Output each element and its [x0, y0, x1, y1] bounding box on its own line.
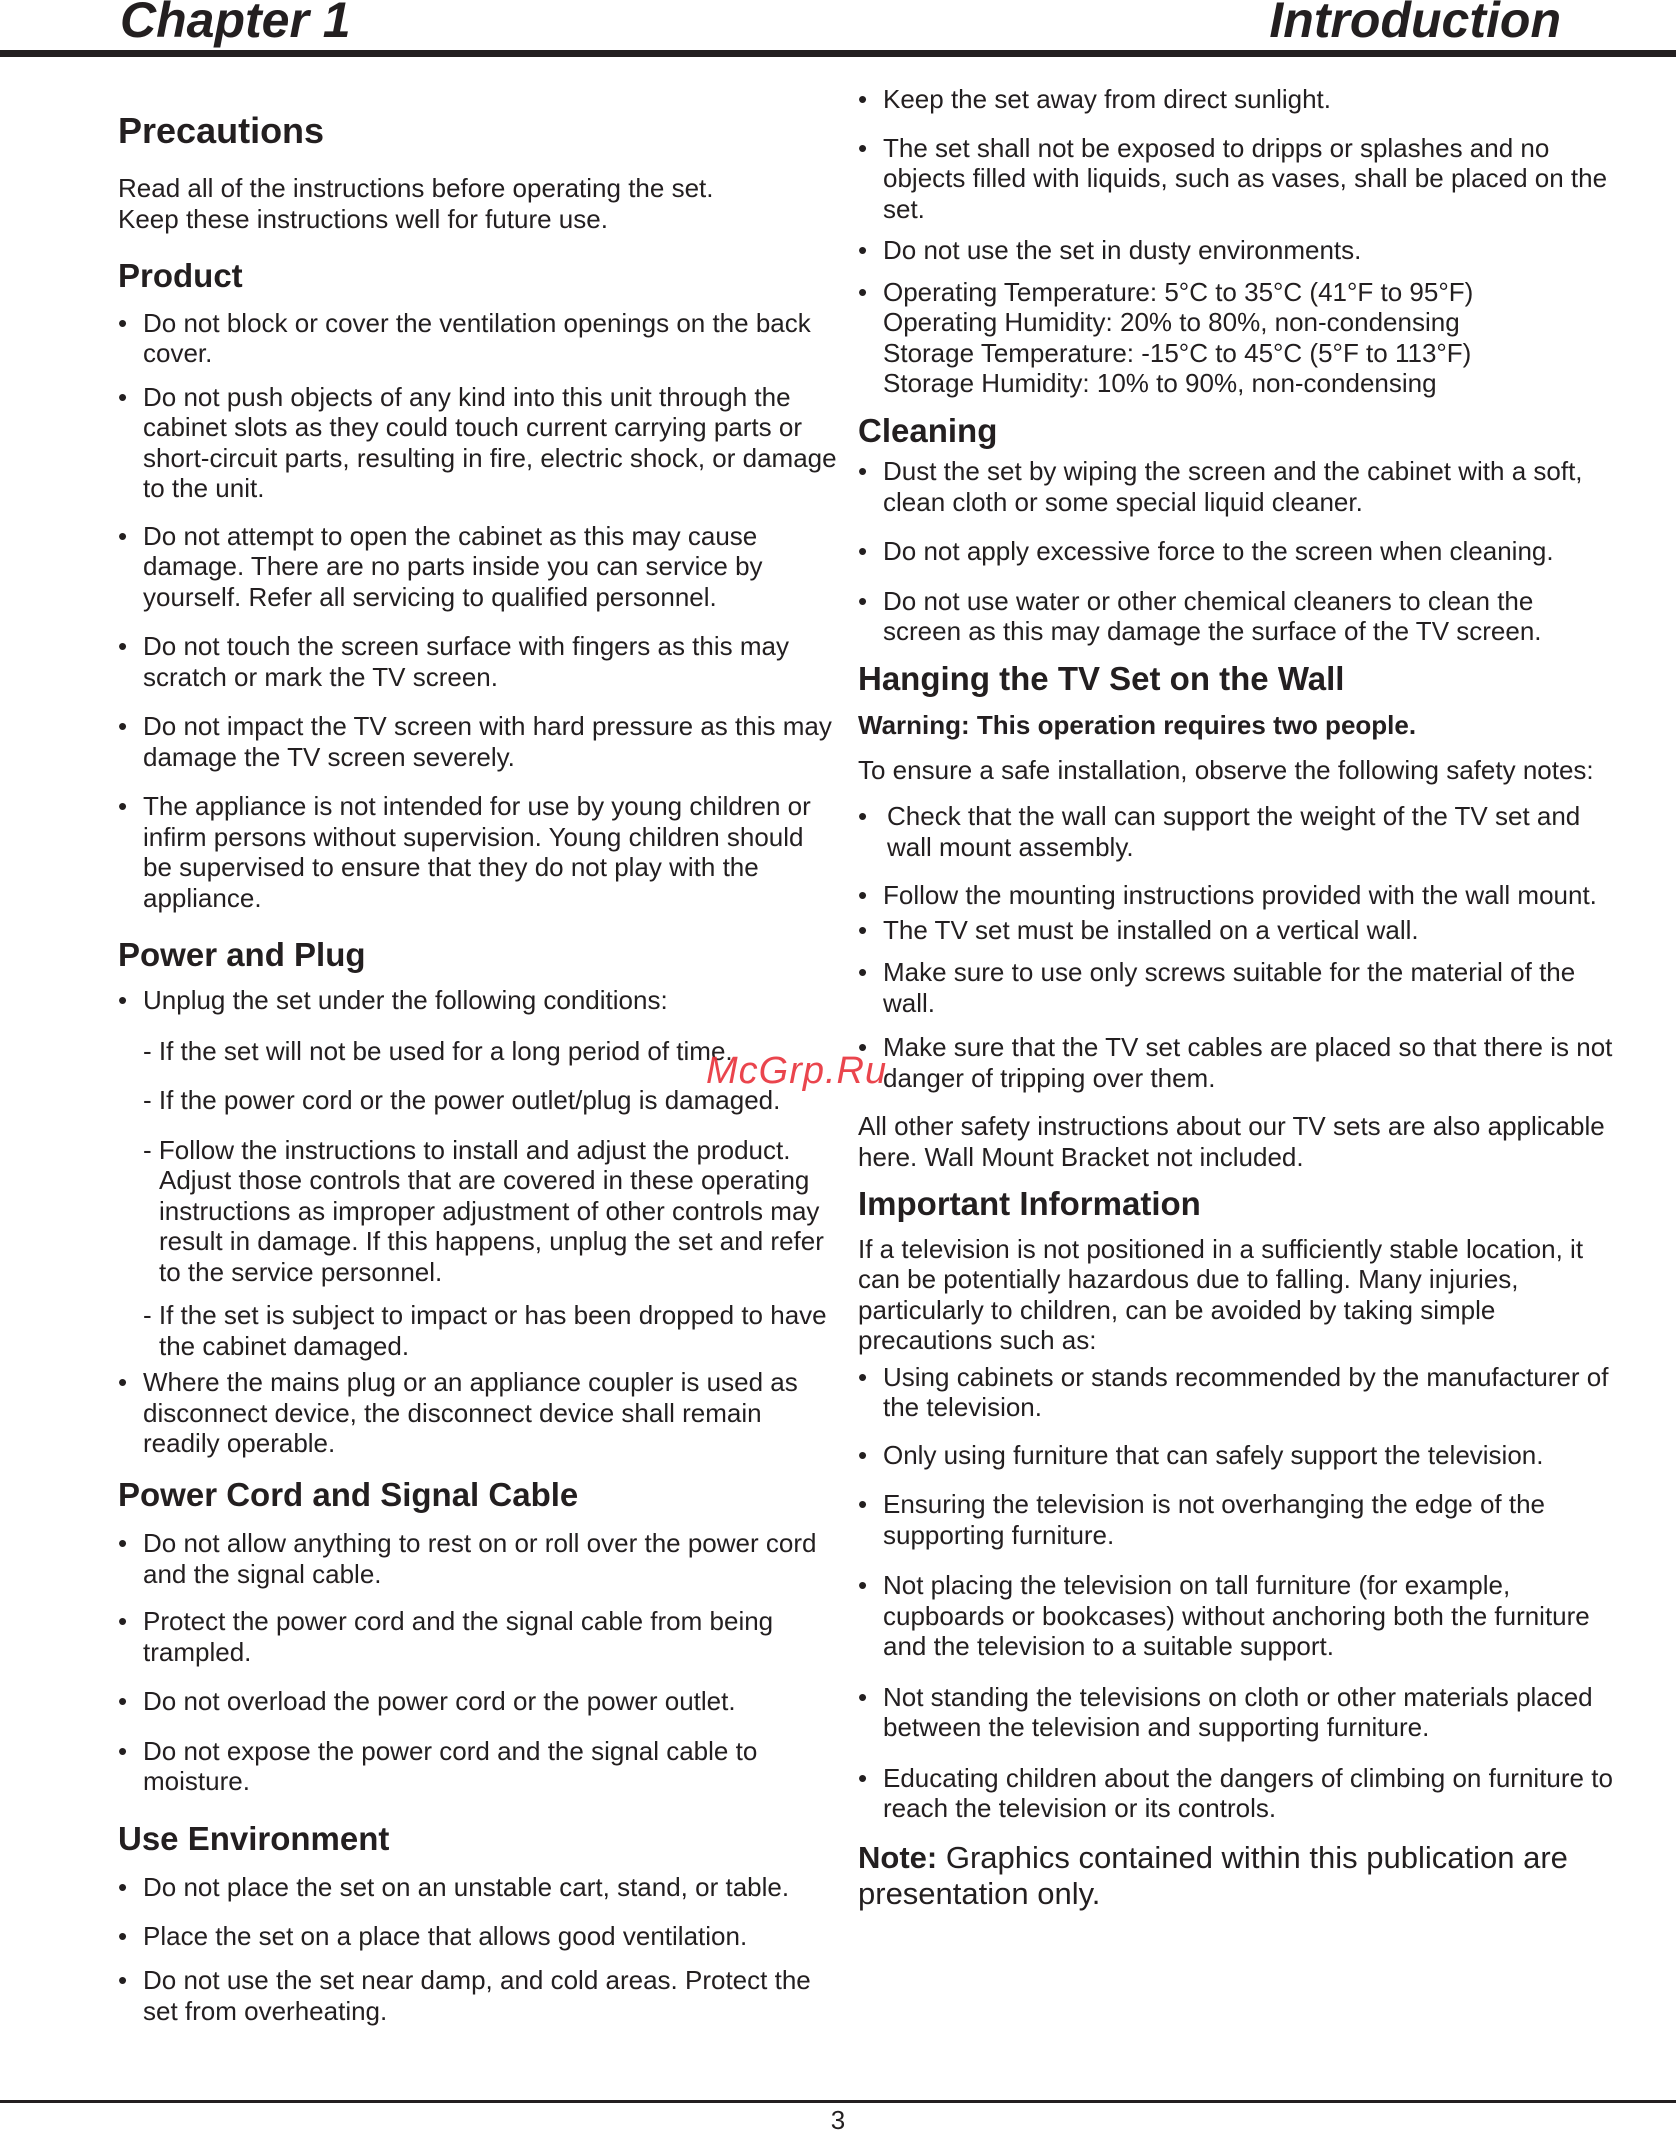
list-item: • Educating children about the dangers of climbing on furniture to reach the television or its controls.	[858, 1763, 1618, 1824]
product-heading: Product	[118, 257, 243, 295]
precautions-heading: Precautions	[118, 110, 325, 151]
header-rule	[0, 50, 1676, 57]
list-item: • Using cabinets or stands recommended by the manufacturer of the television.	[858, 1362, 1618, 1423]
list-item: • Keep the set away from direct sunlight.	[858, 84, 1618, 115]
list-item: • Do not overload the power cord or the power outlet.	[118, 1686, 838, 1717]
power-cord-heading: Power Cord and Signal Cable	[118, 1475, 579, 1513]
list-item: • Do not attempt to open the cabinet as this may cause damage. There are no parts inside you can service by yourself. Refer all servicing to qualified personnel.	[118, 521, 838, 613]
cleaning-list	[858, 456, 1618, 647]
list-item: • Do not use the set near damp, and cold areas. Protect the set from overheating.	[118, 1965, 838, 2026]
power-cord-list	[118, 1528, 838, 1797]
note	[858, 1840, 1618, 1912]
list-item: • Do not apply excessive force to the screen when cleaning.	[858, 536, 1618, 567]
condition-item: - If the set will not be used for a long period of time.	[143, 1035, 733, 1066]
product-list	[118, 308, 838, 914]
list-item: • Do not use the set in dusty environments.	[858, 235, 1618, 266]
precautions-intro-2: Keep these instructions well for future use.	[118, 203, 608, 234]
page-number: 3	[830, 2105, 846, 2135]
important-intro: If a television is not positioned in a sufficiently stable location, it can be potentially hazardous due to falling. Many injuries, particularly to children, can be avoided by taking simple precautions such as:	[858, 1233, 1584, 1356]
cleaning-heading: Cleaning	[858, 411, 998, 449]
note-text: Graphics contained within this publication are presentation only.	[858, 1839, 1568, 1911]
list-item: • Not placing the television on tall furniture (for example, cupboards or bookcases) without anchoring both the furniture and the television to a suitable support.	[858, 1570, 1618, 1662]
power-plug-list	[118, 985, 838, 1016]
condition-item: - Follow the instructions to install and adjust the product. Adjust those controls that are covered in these operating instructions as improper adjustment of other controls may result in damage. If this happens, unplug the set and refer to the service personnel.	[143, 1134, 824, 1287]
list-item: • Only using furniture that can safely support the television.	[858, 1440, 1618, 1471]
power-plug-heading: Power and Plug	[118, 936, 366, 974]
list-item: • The appliance is not intended for use by young children or infirm persons without supervision. Young children should be supervised to ensure that they do not play with the appliance.	[118, 791, 838, 913]
list-item: • Do not touch the screen surface with fingers as this may scratch or mark the TV screen.	[118, 631, 838, 692]
environment-list-continued	[858, 84, 1618, 399]
list-item: • Check that the wall can support the weight of the TV set and wall mount assembly.	[858, 801, 1618, 862]
list-item: • Make sure to use only screws suitable for the material of the wall.	[858, 957, 1618, 1018]
condition-item: - If the power cord or the power outlet/plug is damaged.	[143, 1085, 781, 1116]
hanging-outro: All other safety instructions about our TV sets are also applicable here. Wall Mount Bracket not included.	[858, 1111, 1605, 1172]
power-plug-list-2	[118, 1367, 838, 1459]
list-item: • Do not use water or other chemical cleaners to clean the screen as this may damage the surface of the TV screen.	[858, 586, 1618, 647]
watermark: McGrp.Ru	[706, 1050, 888, 1092]
storage-humidity: Storage Humidity: 10% to 90%, non-condensing	[883, 368, 1437, 398]
hanging-warning: Warning: This operation requires two people.	[858, 710, 1417, 741]
storage-temperature: Storage Temperature: -15°C to 45°C (5°F to 113°F)	[883, 337, 1472, 368]
list-item: • Unplug the set under the following conditions:	[118, 985, 838, 1016]
list-item: • Make sure that the TV set cables are placed so that there is not danger of tripping over them.	[858, 1032, 1618, 1093]
list-item: • Do not block or cover the ventilation openings on the back cover.	[118, 308, 838, 369]
hanging-heading: Hanging the TV Set on the Wall	[858, 659, 1345, 697]
right-column	[858, 84, 1618, 1912]
list-item: • Ensuring the television is not overhanging the edge of the supporting furniture.	[858, 1489, 1618, 1550]
list-item: • Place the set on a place that allows good ventilation.	[118, 1921, 838, 1952]
list-item: • Where the mains plug or an appliance coupler is used as disconnect device, the disconnect device shall remain readily operable.	[118, 1367, 838, 1459]
list-item: • Do not expose the power cord and the signal cable to moisture.	[118, 1736, 838, 1797]
list-item: • Do not push objects of any kind into this unit through the cabinet slots as they could touch current carrying parts or short-circuit parts, resulting in fire, electric shock, or damage to the unit.	[118, 382, 838, 504]
list-item	[858, 277, 1618, 399]
list-item: • Do not impact the TV screen with hard pressure as this may damage the TV screen severely.	[118, 711, 838, 772]
list-item: • The set shall not be exposed to dripps or splashes and no objects filled with liquids, such as vases, shall be placed on the set.	[858, 133, 1618, 225]
list-item: • Protect the power cord and the signal cable from being trampled.	[118, 1606, 838, 1667]
hanging-intro: To ensure a safe installation, observe the following safety notes:	[858, 754, 1594, 785]
note-label: Note:	[858, 1839, 938, 1875]
chapter-label: Chapter 1	[120, 0, 351, 48]
list-item: • The TV set must be installed on a vertical wall.	[858, 915, 1618, 946]
important-heading: Important Information	[858, 1185, 1201, 1223]
list-item: • Not standing the televisions on cloth or other materials placed between the television and supporting furniture.	[858, 1682, 1618, 1743]
condition-item: - If the set is subject to impact or has been dropped to have the cabinet damaged.	[143, 1300, 827, 1361]
hanging-list	[858, 801, 1618, 1093]
use-environment-list	[118, 1872, 838, 2026]
list-item: • Dust the set by wiping the screen and the cabinet with a soft, clean cloth or some special liquid cleaner.	[858, 456, 1618, 517]
chapter-title: Introduction	[1269, 0, 1561, 48]
use-environment-heading: Use Environment	[118, 1819, 390, 1857]
important-list	[858, 1362, 1618, 1824]
list-item: • Follow the mounting instructions provided with the wall mount.	[858, 880, 1618, 911]
list-item: • Do not allow anything to rest on or roll over the power cord and the signal cable.	[118, 1528, 838, 1589]
footer-rule	[0, 2100, 1676, 2103]
operating-temperature: • Operating Temperature: 5°C to 35°C (41°F to 95°F)	[883, 276, 1474, 307]
precautions-intro-1: Read all of the instructions before operating the set.	[118, 173, 714, 204]
operating-humidity: Operating Humidity: 20% to 80%, non-condensing	[883, 307, 1460, 337]
list-item: • Do not place the set on an unstable cart, stand, or table.	[118, 1872, 838, 1903]
